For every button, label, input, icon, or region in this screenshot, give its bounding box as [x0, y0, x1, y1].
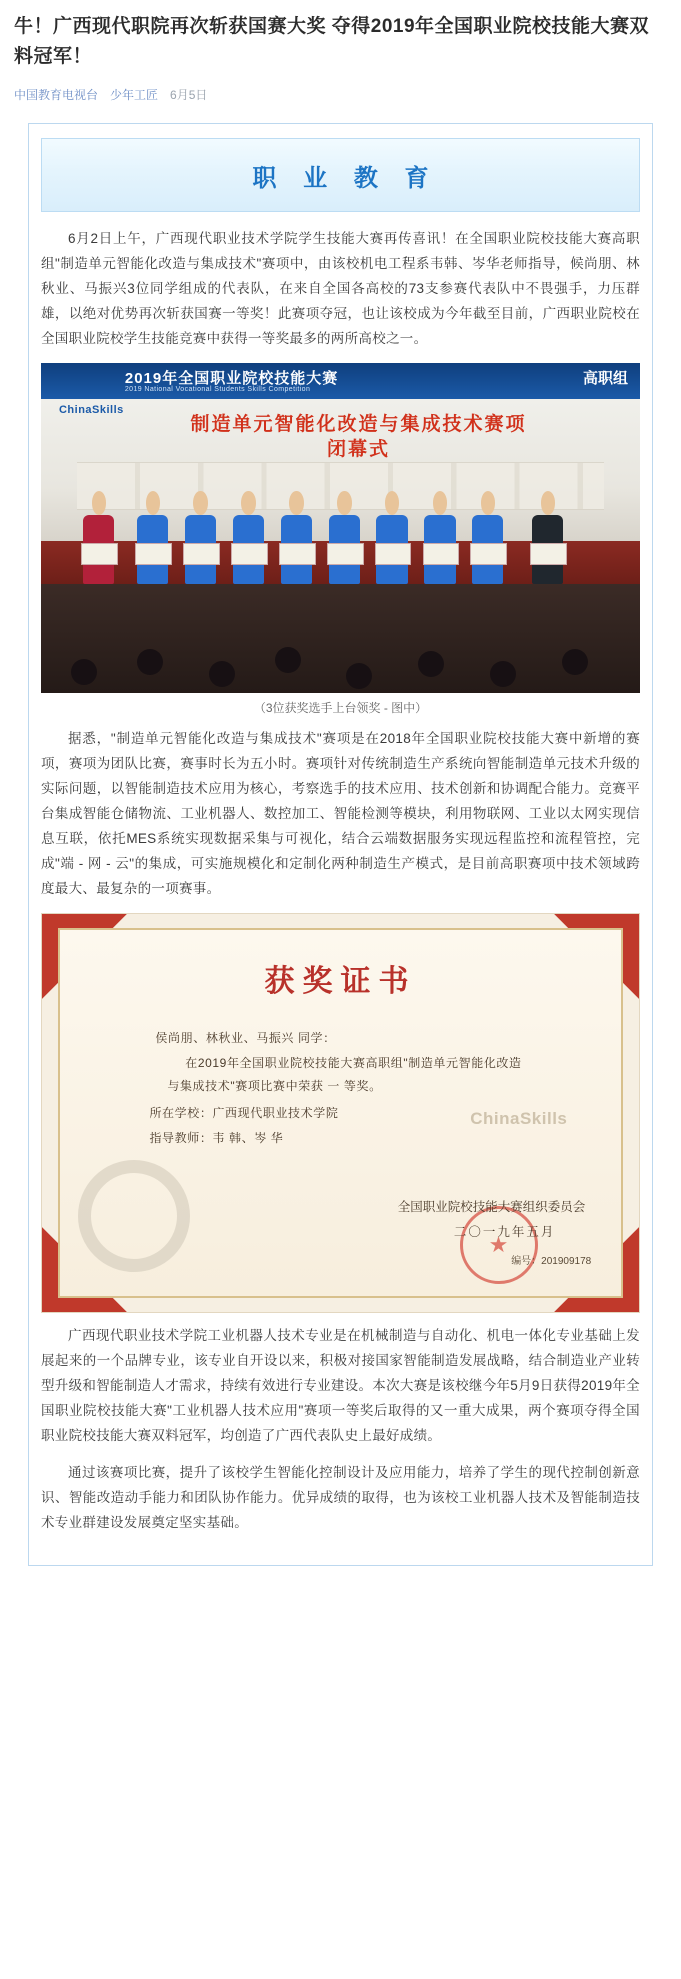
award-ceremony-photo — [41, 363, 640, 693]
meta-date: 6月5日 — [170, 88, 208, 102]
photo-audience-head — [209, 661, 235, 687]
banner-title: 职 业 教 育 — [252, 164, 439, 192]
photo-person — [281, 515, 312, 584]
photo-person — [472, 515, 503, 584]
paragraph-4: 通过该赛项比赛，提升了该校学生智能化控制设计及应用能力，培养了学生的现代控制创新意识、智能改造动手能力和团队协作能力。优异成绩的取得，也为该校工业机器人技术及智能制造技术专业群建设发展奠定坚实基础。 — [41, 1465, 640, 1530]
photo-audience-head — [71, 659, 97, 685]
paragraph-2: 据悉，"制造单元智能化改造与集成技术"赛项是在2018年全国职业院校技能大赛中新增的赛项，赛项为团队比赛，赛事时长为五小时。赛项针对传统制造生产系统向智能制造单元技术升级的实际问题，以智能制造技术应用为核心，考察选手的技术应用、技术创新和协调配合能力。竞赛平台集成智能仓储物流、工业机器人、数控加工、智能检测等模块，利用物联网、工业以太网实现信息互联，依托MES系统实现数据采集与可视化，结合云端数据服务实现远程监控和流程管控，完成"端 - 网 - 云"的集成，可实施规模化和定制化两种制造生产模式，是目前高职赛项中技术领域跨度最大、最复杂的一项赛事。 — [41, 731, 640, 896]
photo-group-label: 高职组 — [583, 369, 629, 387]
certificate-organization: 全国职业院校技能大赛组织委员会 — [397, 1200, 586, 1214]
certificate-title: 获奖证书 — [264, 965, 417, 998]
article-content — [29, 212, 652, 1565]
photo-audience-head — [275, 647, 301, 673]
footer-spacer — [0, 1566, 681, 1582]
photo-caption-1: （3位获奖选手上台领奖 - 图中） — [253, 701, 428, 715]
photo-audience-head — [490, 661, 516, 687]
photo-person — [83, 515, 114, 584]
photo-person — [424, 515, 455, 584]
article-header — [0, 0, 681, 103]
paragraph-1: 6月2日上午，广西现代职业技术学院学生技能大赛再传喜讯！在全国职业院校技能大赛高职组"制造单元智能化改造与集成技术"赛项中，由该校机电工程系韦韩、岑华老师指导，候尚朋、林秋业、马振兴3位同学组成的代表队，在来自全国各高校的73支参赛代表队中不畏强手，力压群雄，以绝对优势再次斩获国赛一等奖！此赛项夺冠，也让该校成为今年截至目前，广西职业院校在全国职业院校学生技能竞赛中获得一等奖最多的两所高校之一。 — [41, 231, 640, 346]
certificate-school: 所在学校：广西现代职业技术学院 — [149, 1106, 339, 1120]
photo-person — [329, 515, 360, 584]
certificate-date: 二〇一九年五月 — [453, 1225, 556, 1239]
photo-audience-head — [418, 651, 444, 677]
gear-icon — [78, 1160, 190, 1272]
photo-audience-head — [562, 649, 588, 675]
certificate-photo — [41, 913, 640, 1313]
photo-audience-heads — [41, 584, 640, 693]
photo-person — [233, 515, 264, 584]
photo-person — [137, 515, 168, 584]
photo-event-subtitle: 2019 National Vocational Students Skills Competition — [124, 386, 311, 394]
certificate-watermark: ChinaSkills — [470, 1109, 568, 1128]
meta-source: 中国教育电视台 — [14, 88, 99, 102]
article-meta — [14, 86, 667, 103]
paragraph-3: 广西现代职业技术学院工业机器人技术专业是在机械制造与自动化、机电一体化专业基础上发展起来的一个品牌专业，该专业自开设以来，积极对接国家智能制造发展战略，结合制造业产业转型升级和智能制造人才需求，持续有效进行专业建设。本次大赛是该校继今年5月9日获得2019年全国职业院校技能大赛"工业机器人技术应用"赛项一等奖后取得的又一重大成果，两个赛项夺得全国职业院校技能大赛双料冠军，均创造了广西代表队史上最好成绩。 — [41, 1328, 640, 1443]
official-seal-icon — [460, 1206, 538, 1284]
certificate-number: 编号：201909178 — [511, 1256, 592, 1267]
certificate-body-line-2: 与集成技术"赛项比赛中荣获 一 等奖。 — [167, 1079, 382, 1093]
meta-author: 少年工匠 — [110, 88, 159, 102]
section-banner — [41, 138, 640, 212]
certificate-teachers: 指导教师：韦 韩、岑 华 — [149, 1131, 284, 1145]
photo-event-title: 2019年全国职业院校技能大赛 — [124, 369, 339, 387]
certificate-body-line-1: 在2019年全国职业院校技能大赛高职组"制造单元智能化改造 — [185, 1056, 522, 1070]
photo-person — [376, 515, 407, 584]
photo-brand-logo: ChinaSkills — [58, 404, 124, 417]
photo-person — [185, 515, 216, 584]
photo-red-title-line2: 闭幕式 — [326, 438, 390, 460]
photo-person — [532, 515, 563, 584]
article-body — [28, 123, 653, 1566]
certificate-recipients: 侯尚朋、林秋业、马振兴 同学： — [155, 1031, 336, 1045]
photo-audience-head — [346, 663, 372, 689]
photo-audience-head — [137, 649, 163, 675]
page-title: 牛！广西现代职院再次斩获国赛大奖 夺得2019年全国职业院校技能大赛双料冠军！ — [14, 16, 650, 67]
photo-red-title-line1: 制造单元智能化改造与集成技术赛项 — [190, 414, 527, 436]
